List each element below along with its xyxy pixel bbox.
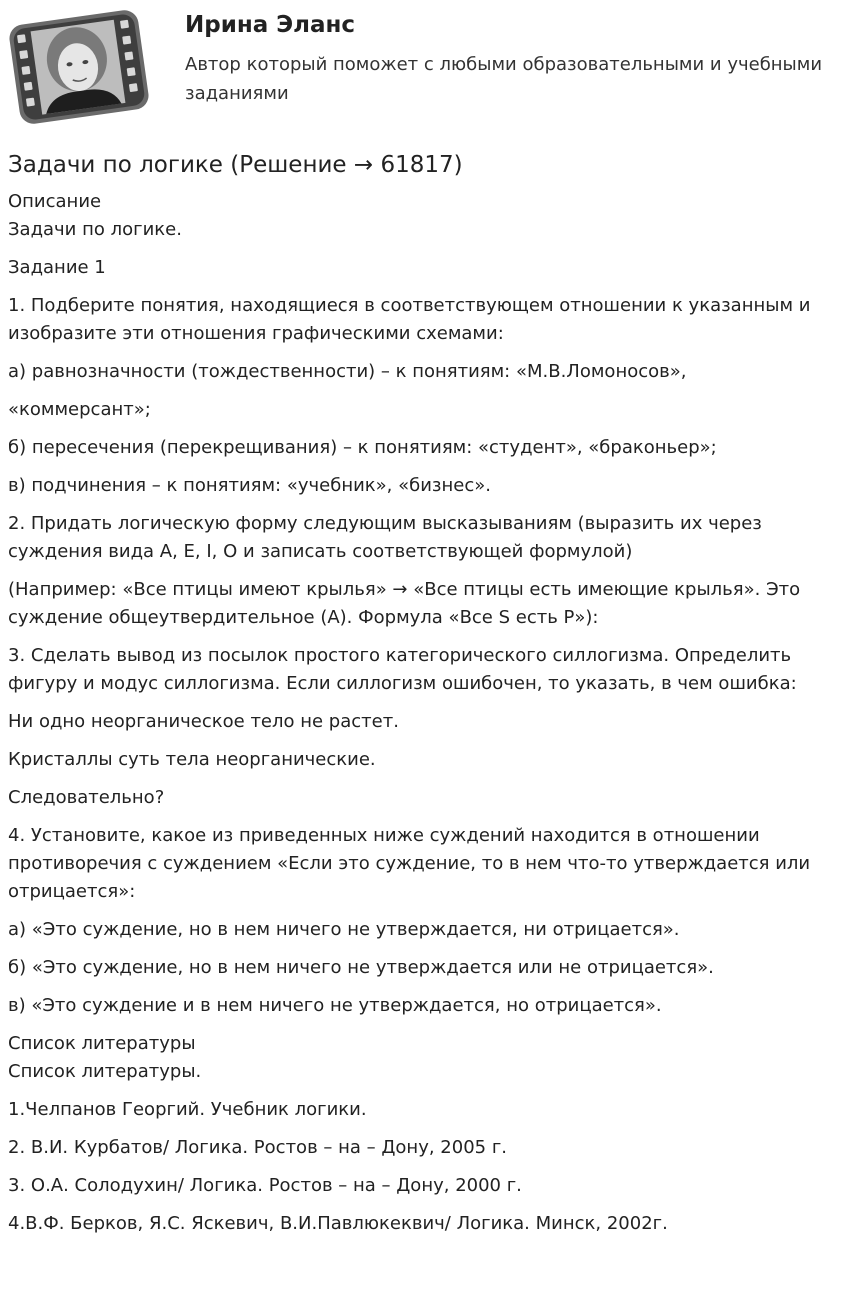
literature-item: 2. В.И. Курбатов/ Логика. Ростов – на – Дону, 2005 г.	[8, 1137, 508, 1158]
literature-item: Список литературы.	[8, 1061, 202, 1082]
author-header	[0, 0, 847, 140]
description-heading: Описание	[8, 191, 102, 212]
author-description: Автор который поможет с любыми образовательными и учебными заданиями	[185, 54, 823, 104]
description-paragraph: а) равнозначности (тождественности) – к понятиям: «М.В.Ломоносов»,	[8, 361, 687, 382]
literature-item: 1.Челпанов Георгий. Учебник логики.	[8, 1099, 367, 1120]
description-paragraph: (Например: «Все птицы имеют крылья» → «Все птицы есть имеющие крылья». Это суждение общеутвердительное (А). Формула «Все S есть Р»):	[8, 579, 801, 628]
author-avatar	[8, 7, 150, 127]
description-paragraph: в) «Это суждение и в нем ничего не утверждается, но отрицается».	[8, 995, 662, 1016]
description-paragraph: Задание 1	[8, 257, 106, 278]
author-name: Ирина Эланс	[185, 12, 356, 38]
description-paragraph: Ни одно неорганическое тело не растет.	[8, 711, 399, 732]
description-paragraph: б) «Это суждение, но в нем ничего не утверждается или не отрицается».	[8, 957, 714, 978]
description-paragraph: «коммерсант»;	[8, 399, 151, 420]
literature-item: 4.В.Ф. Берков, Я.С. Яскевич, В.И.Павлюкеквич/ Логика. Минск, 2002г.	[8, 1213, 668, 1234]
description-paragraph: Задачи по логике.	[8, 219, 182, 240]
description-paragraph: 1. Подберите понятия, находящиеся в соответствующем отношении к указанным и изобразите эти отношения графическими схемами:	[8, 295, 811, 344]
literature-heading: Список литературы	[8, 1033, 196, 1054]
description-paragraph: в) подчинения – к понятиям: «учебник», «бизнес».	[8, 475, 491, 496]
description-paragraph: 3. Сделать вывод из посылок простого категорического силлогизма. Определить фигуру и модус силлогизма. Если силлогизм ошибочен, то указать, в чем ошибка:	[8, 645, 797, 694]
description-paragraph: Кристаллы суть тела неорганические.	[8, 749, 376, 770]
literature-item: 3. О.А. Солодухин/ Логика. Ростов – на – Дону, 2000 г.	[8, 1175, 522, 1196]
description-paragraph: 4. Установите, какое из приведенных ниже суждений находится в отношении противоречия с суждением «Если это суждение, то в нем что-то утверждается или отрицается»:	[8, 825, 811, 902]
description-paragraph: б) пересечения (перекрещивания) – к понятиям: «студент», «браконьер»;	[8, 437, 717, 458]
description-paragraph: Следовательно?	[8, 787, 165, 808]
description-paragraph: 2. Придать логическую форму следующим высказываниям (выразить их через суждения вида А, Е, I, О и записать соответствующей формулой)	[8, 513, 762, 562]
page-title: Задачи по логике (Решение → 61817)	[8, 152, 463, 178]
description-paragraph: а) «Это суждение, но в нем ничего не утверждается, ни отрицается».	[8, 919, 680, 940]
description-body	[8, 216, 840, 1020]
main-content	[8, 148, 840, 1248]
literature-list	[8, 1058, 840, 1238]
